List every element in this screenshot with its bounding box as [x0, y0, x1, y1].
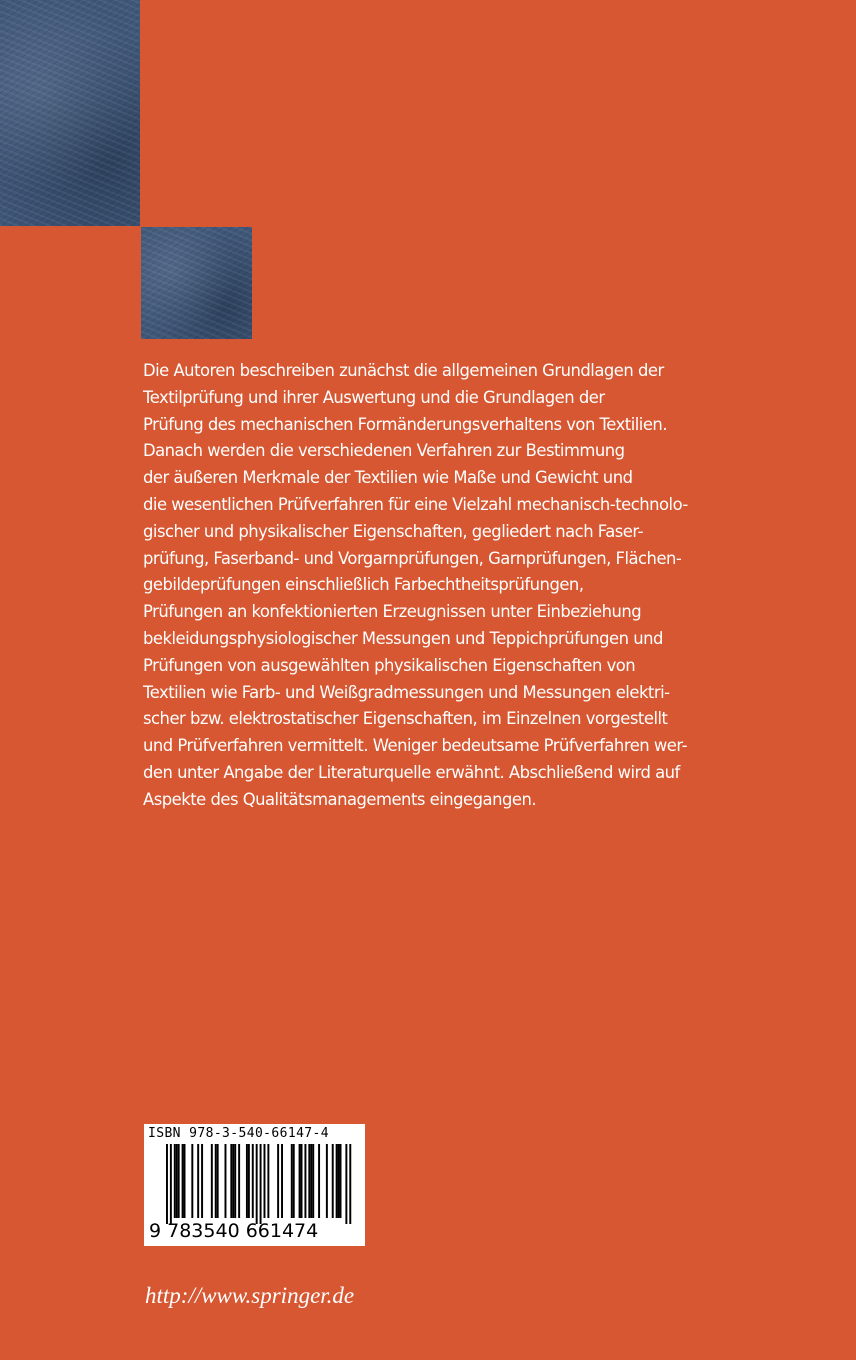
- publisher-url: http://www.springer.de: [145, 1283, 355, 1308]
- barcode-bar: [252, 1144, 254, 1218]
- blurb-line: Danach werden die verschiedenen Verfahren zur Bestimmung: [143, 441, 625, 461]
- barcode-bar: [217, 1144, 219, 1218]
- barcode-guard-bar: [166, 1144, 168, 1224]
- barcode-bar: [338, 1144, 340, 1218]
- barcode-guard-bar: [345, 1144, 347, 1224]
- barcode-bar: [318, 1144, 320, 1218]
- barcode-bar: [215, 1144, 217, 1218]
- blurb-line: gischer und physikalischer Eigenschaften, gegliedert nach Faser-: [143, 521, 643, 541]
- blurb-line: Prüfung des mechanischen Formänderungsverhaltens von Textilien.: [143, 414, 668, 434]
- barcode-bar: [267, 1144, 269, 1218]
- blurb-line: prüfung, Faserband- und Vorgarnprüfungen, Garnprüfungen, Flächen-: [143, 548, 682, 568]
- blurb-line: Aspekte des Qualitätsmanagements eingegangen.: [143, 789, 537, 809]
- blurb-line: Prüfungen an konfektionierten Erzeugnissen unter Einbeziehung: [143, 602, 642, 622]
- blurb-line: den unter Angabe der Literaturquelle erwähnt. Abschließend wird auf: [143, 762, 680, 782]
- blurb-line: scher bzw. elektrostatischer Eigenschaften, im Einzelnen vorgestellt: [143, 709, 668, 729]
- blurb-text: [143, 358, 723, 814]
- barcode-bar: [230, 1144, 232, 1218]
- textile-texture-tile-large: [0, 0, 140, 226]
- barcode-bar: [201, 1144, 203, 1218]
- barcode-bar: [211, 1144, 213, 1218]
- barcode-bar: [182, 1144, 184, 1218]
- barcode-bar: [174, 1144, 176, 1218]
- barcode-bar: [299, 1144, 301, 1218]
- barcode-bar: [310, 1144, 312, 1218]
- ean-digits: 9 783540 661474: [149, 1220, 319, 1242]
- blurb-line: bekleidungsphysiologischer Messungen und Teppichprüfungen und: [143, 628, 663, 648]
- barcode-bar: [293, 1144, 295, 1218]
- blurb-line: Textilprüfung und ihrer Auswertung und die Grundlagen der: [143, 387, 605, 407]
- barcode-bar: [234, 1144, 236, 1218]
- barcode-bar: [326, 1144, 328, 1218]
- barcode-bar: [340, 1144, 342, 1218]
- barcode-bar: [191, 1144, 193, 1218]
- barcode-guard-bar: [256, 1144, 258, 1224]
- barcode-guard-bar: [349, 1144, 351, 1224]
- blurb-line: gebildeprüfungen einschließlich Farbechtheitsprüfungen,: [143, 575, 584, 595]
- barcode-bar: [197, 1144, 199, 1218]
- isbn-label: ISBN 978-3-540-66147-4: [148, 1126, 329, 1141]
- barcode-bar: [281, 1144, 283, 1218]
- barcode-bar: [308, 1144, 310, 1218]
- barcode-bar: [304, 1144, 306, 1218]
- barcode-bar: [264, 1144, 266, 1218]
- barcode-guard-bar: [260, 1144, 262, 1224]
- barcode-bar: [277, 1144, 279, 1218]
- barcode-bar: [332, 1144, 334, 1218]
- barcode-bar: [176, 1144, 178, 1218]
- barcode-bar: [312, 1144, 314, 1218]
- barcode-bar: [291, 1144, 293, 1218]
- blurb-line: Prüfungen von ausgewählten physikalischen Eigenschaften von: [143, 655, 636, 675]
- barcode-guard-bar: [170, 1144, 172, 1224]
- barcode-bar: [301, 1144, 303, 1218]
- textile-texture-tile-small: [141, 227, 252, 339]
- blurb-line: die wesentlichen Prüfverfahren für eine Vielzahl mechanisch-technolo-: [143, 494, 688, 514]
- barcode-bar: [336, 1144, 338, 1218]
- barcode-bar: [184, 1144, 186, 1218]
- blurb-line: Textilien wie Farb- und Weißgradmessungen und Messungen elektri-: [143, 682, 670, 702]
- barcode-bar: [238, 1144, 240, 1218]
- barcode-bar: [246, 1144, 248, 1218]
- isbn-barcode: [144, 1124, 365, 1246]
- barcode-bar: [232, 1144, 234, 1218]
- barcode-bar: [178, 1144, 180, 1218]
- blurb-line: und Prüfverfahren vermittelt. Weniger bedeutsame Prüfverfahren wer-: [143, 736, 687, 756]
- blurb-line: der äußeren Merkmale der Textilien wie Maße und Gewicht und: [143, 468, 633, 488]
- barcode-bar: [248, 1144, 250, 1218]
- blurb-line: Die Autoren beschreiben zunächst die allgemeinen Grundlagen der: [143, 361, 664, 380]
- barcode-bar: [225, 1144, 227, 1218]
